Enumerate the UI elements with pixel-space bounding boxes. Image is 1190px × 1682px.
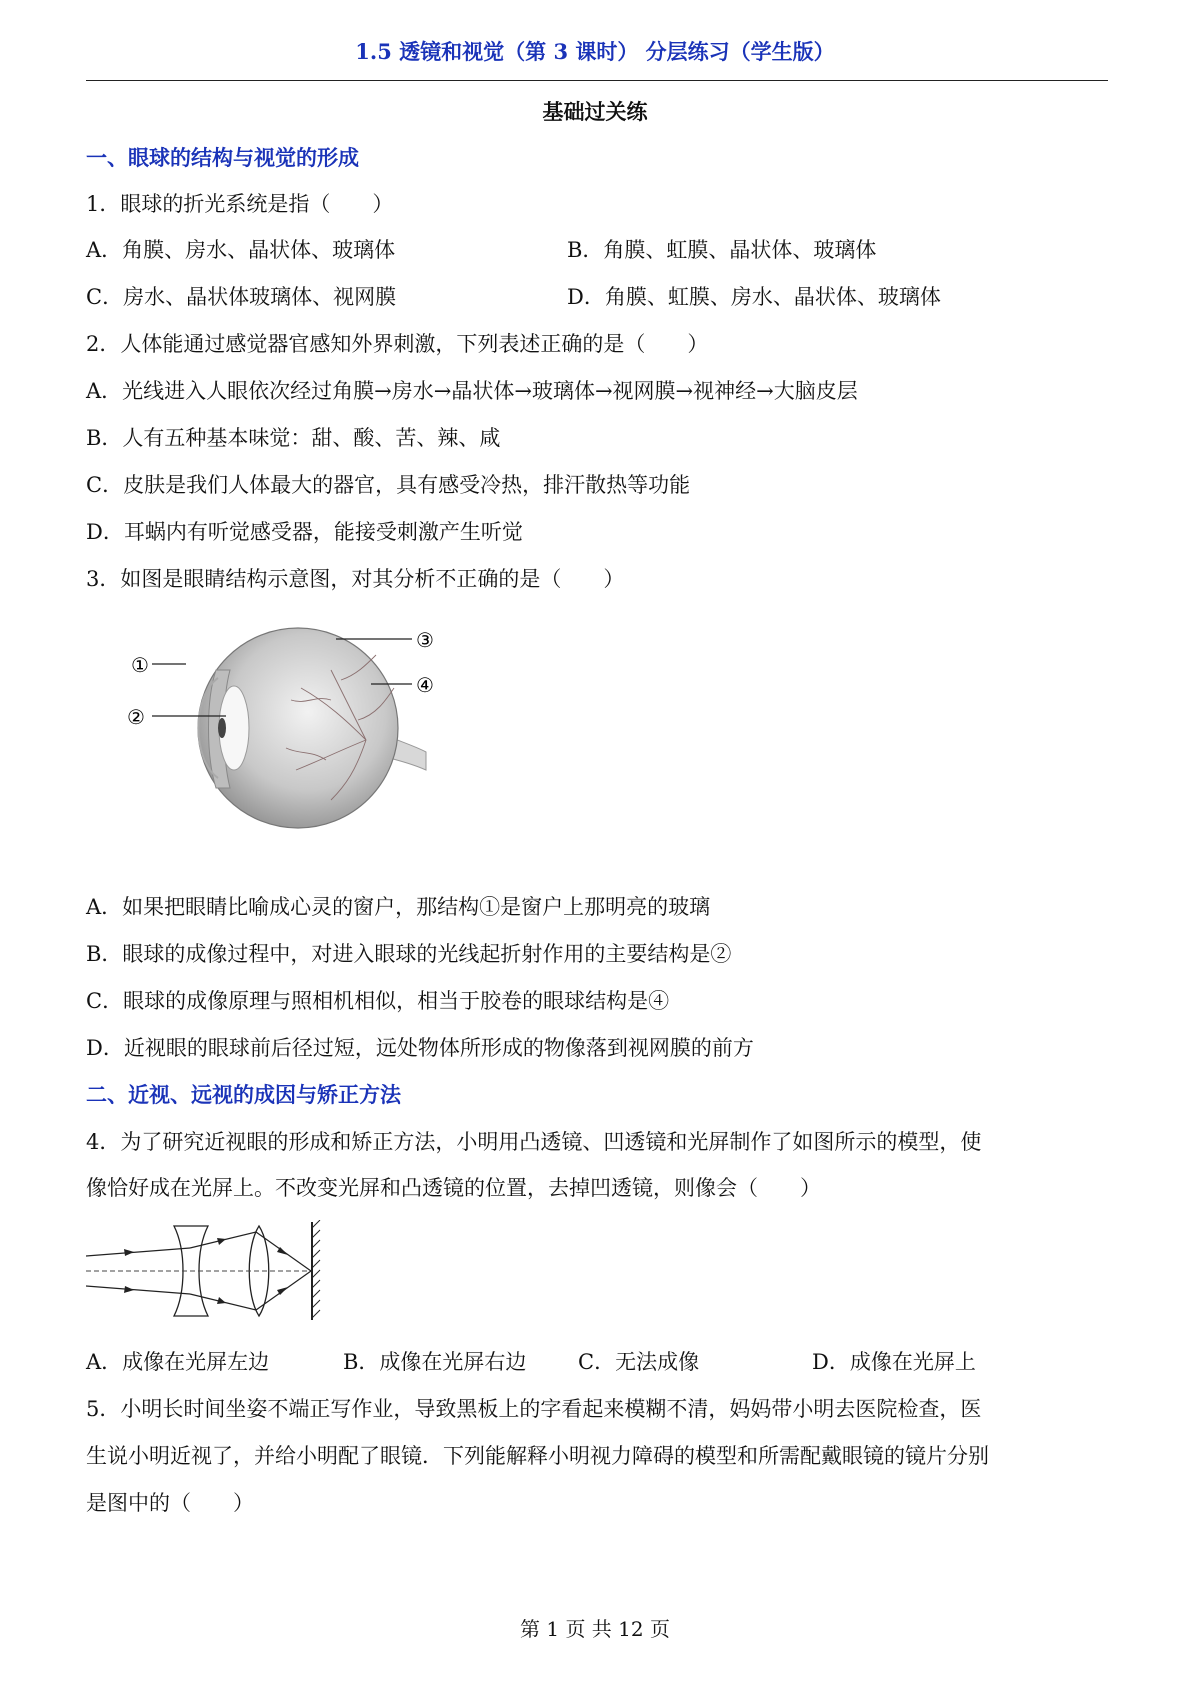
q4-option-a: A．成像在光屏左边	[86, 1350, 270, 1374]
page-title: 1.5 透镜和视觉（第 3 课时） 分层练习（学生版）	[355, 39, 835, 64]
label-4: ④	[416, 673, 434, 697]
label-2: ②	[127, 705, 145, 729]
screen-hatching	[312, 1220, 320, 1318]
q1-option-a: A．角膜、房水、晶状体、玻璃体	[86, 238, 396, 262]
q4-option-c: C．无法成像	[578, 1350, 700, 1374]
q3-option-a: A．如果把眼睛比喻成心灵的窗户，那结构①是窗户上那明亮的玻璃	[86, 895, 711, 919]
q4-option-d: D．成像在光屏上	[812, 1350, 976, 1374]
q1-option-d: D．角膜、虹膜、房水、晶状体、玻璃体	[567, 285, 941, 309]
q2-stem: 2．人体能通过感觉器官感知外界刺激，下列表述正确的是（ ）	[86, 332, 709, 356]
q3-option-d: D．近视眼的眼球前后径过短，远处物体所形成的物像落到视网膜的前方	[86, 1036, 754, 1060]
lens-model-diagram	[86, 1220, 336, 1325]
page-number: 第 1 页 共 12 页	[520, 1617, 670, 1641]
q5-stem-line-2: 生说小明近视了，并给小明配了眼镜．下列能解释小明视力障碍的模型和所需配戴眼镜的镜片分别	[86, 1444, 989, 1468]
q2-option-d: D．耳蜗内有听觉感受器，能接受刺激产生听觉	[86, 520, 523, 544]
q3-option-c: C．眼球的成像原理与照相机相似，相当于胶卷的眼球结构是④	[86, 989, 670, 1013]
q2-option-c: C．皮肤是我们人体最大的器官，具有感受冷热，排汗散热等功能	[86, 473, 691, 497]
q5-stem-line-3: 是图中的（ ）	[86, 1491, 254, 1515]
q2-option-b: B．人有五种基本味觉：甜、酸、苦、辣、咸	[86, 426, 501, 450]
q1-option-b: B．角膜、虹膜、晶状体、玻璃体	[567, 238, 877, 262]
q5-stem-line-1: 5．小明长时间坐姿不端正写作业，导致黑板上的字看起来模糊不清，妈妈带小明去医院检查，医	[86, 1397, 982, 1421]
label-3: ③	[416, 628, 434, 652]
header-divider	[86, 80, 1108, 81]
q4-option-b: B．成像在光屏右边	[343, 1350, 527, 1374]
pupil	[218, 718, 226, 738]
eye-structure-diagram	[126, 620, 486, 845]
q4-stem-line-1: 4．为了研究近视眼的形成和矫正方法，小明用凸透镜、凹透镜和光屏制作了如图所示的模型，使	[86, 1130, 982, 1154]
label-1: ①	[131, 653, 149, 677]
section-subtitle: 基础过关练	[542, 99, 648, 124]
q3-option-b: B．眼球的成像过程中，对进入眼球的光线起折射作用的主要结构是②	[86, 942, 732, 966]
section-heading-1: 一、眼球的结构与视觉的形成	[86, 145, 359, 170]
q2-option-a: A．光线进入人眼依次经过角膜→房水→晶状体→玻璃体→视网膜→视神经→大脑皮层	[86, 379, 858, 403]
q1-stem: 1．眼球的折光系统是指（ ）	[86, 192, 394, 216]
q1-option-c: C．房水、晶状体玻璃体、视网膜	[86, 285, 397, 309]
section-heading-2: 二、近视、远视的成因与矫正方法	[86, 1082, 401, 1107]
q3-stem: 3．如图是眼睛结构示意图，对其分析不正确的是（ ）	[86, 567, 625, 591]
q4-stem-line-2: 像恰好成在光屏上。不改变光屏和凸透镜的位置，去掉凹透镜，则像会（ ）	[86, 1176, 821, 1200]
